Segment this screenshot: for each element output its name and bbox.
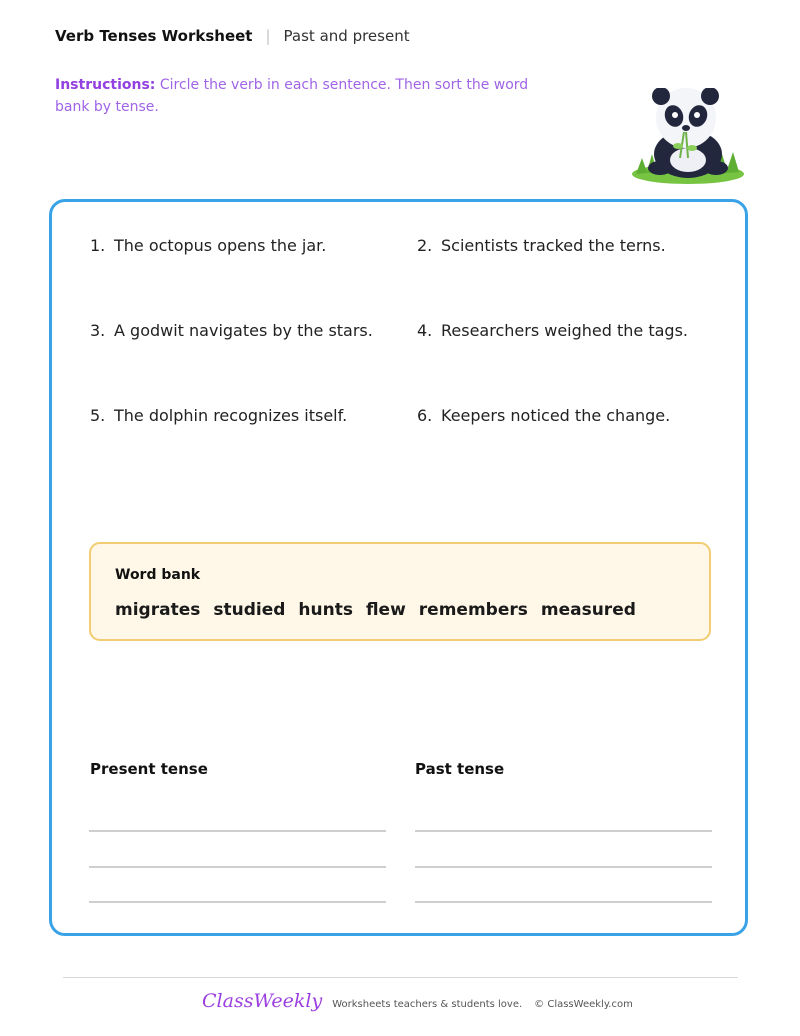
past-tense-heading: Past tense (415, 760, 505, 778)
sentence-4 (417, 321, 688, 340)
sentence-1 (90, 236, 326, 255)
word-bank-word: flew (365, 600, 406, 620)
present-answer-line[interactable] (89, 866, 386, 868)
worksheet-header (55, 27, 410, 45)
past-answer-line[interactable] (415, 901, 712, 903)
footer-copyright: © ClassWeekly.com (534, 999, 633, 1010)
sentence-text: A godwit navigates by the stars. (114, 321, 373, 340)
present-answer-line[interactable] (89, 830, 386, 832)
instructions-text: Circle the verb in each sentence. Then sort the word bank by tense. (55, 77, 529, 115)
sentence-number: 5. (90, 406, 106, 425)
word-bank-word: migrates (115, 600, 201, 620)
classweekly-logo: ClassWeekly (202, 990, 323, 1012)
panda-mascot-illustration (628, 88, 748, 186)
sentence-2 (417, 236, 666, 255)
sentence-text: Researchers weighed the tags. (441, 321, 688, 340)
word-bank-word: hunts (298, 600, 353, 620)
sentence-6 (417, 406, 670, 425)
word-bank-word: studied (213, 600, 286, 620)
sentence-number: 1. (90, 236, 106, 255)
worksheet-subtitle: Past and present (283, 27, 410, 45)
past-answer-line[interactable] (415, 830, 712, 832)
worksheet-title: Verb Tenses Worksheet (55, 27, 253, 45)
sentence-5 (90, 406, 347, 425)
word-bank (89, 542, 711, 641)
present-tense-heading: Present tense (90, 760, 208, 778)
instructions-label: Instructions: (55, 77, 156, 93)
header-divider: | (265, 27, 271, 45)
footer-tagline: Worksheets teachers & students love. (332, 999, 523, 1010)
word-bank-word: remembers (418, 600, 528, 620)
sentence-number: 6. (417, 406, 433, 425)
instructions (55, 74, 555, 118)
sentence-text: The dolphin recognizes itself. (114, 406, 348, 425)
footer (202, 990, 633, 1012)
past-answer-line[interactable] (415, 866, 712, 868)
sentence-3 (90, 321, 373, 340)
word-bank-words (115, 600, 636, 620)
sentence-number: 4. (417, 321, 433, 340)
sentence-number: 2. (417, 236, 433, 255)
word-bank-title: Word bank (115, 567, 201, 583)
footer-divider (63, 977, 738, 978)
word-bank-word: measured (540, 600, 636, 620)
sentence-text: Keepers noticed the change. (441, 406, 671, 425)
sentence-text: Scientists tracked the terns. (441, 236, 666, 255)
sentence-number: 3. (90, 321, 106, 340)
present-answer-line[interactable] (89, 901, 386, 903)
sentence-text: The octopus opens the jar. (114, 236, 327, 255)
